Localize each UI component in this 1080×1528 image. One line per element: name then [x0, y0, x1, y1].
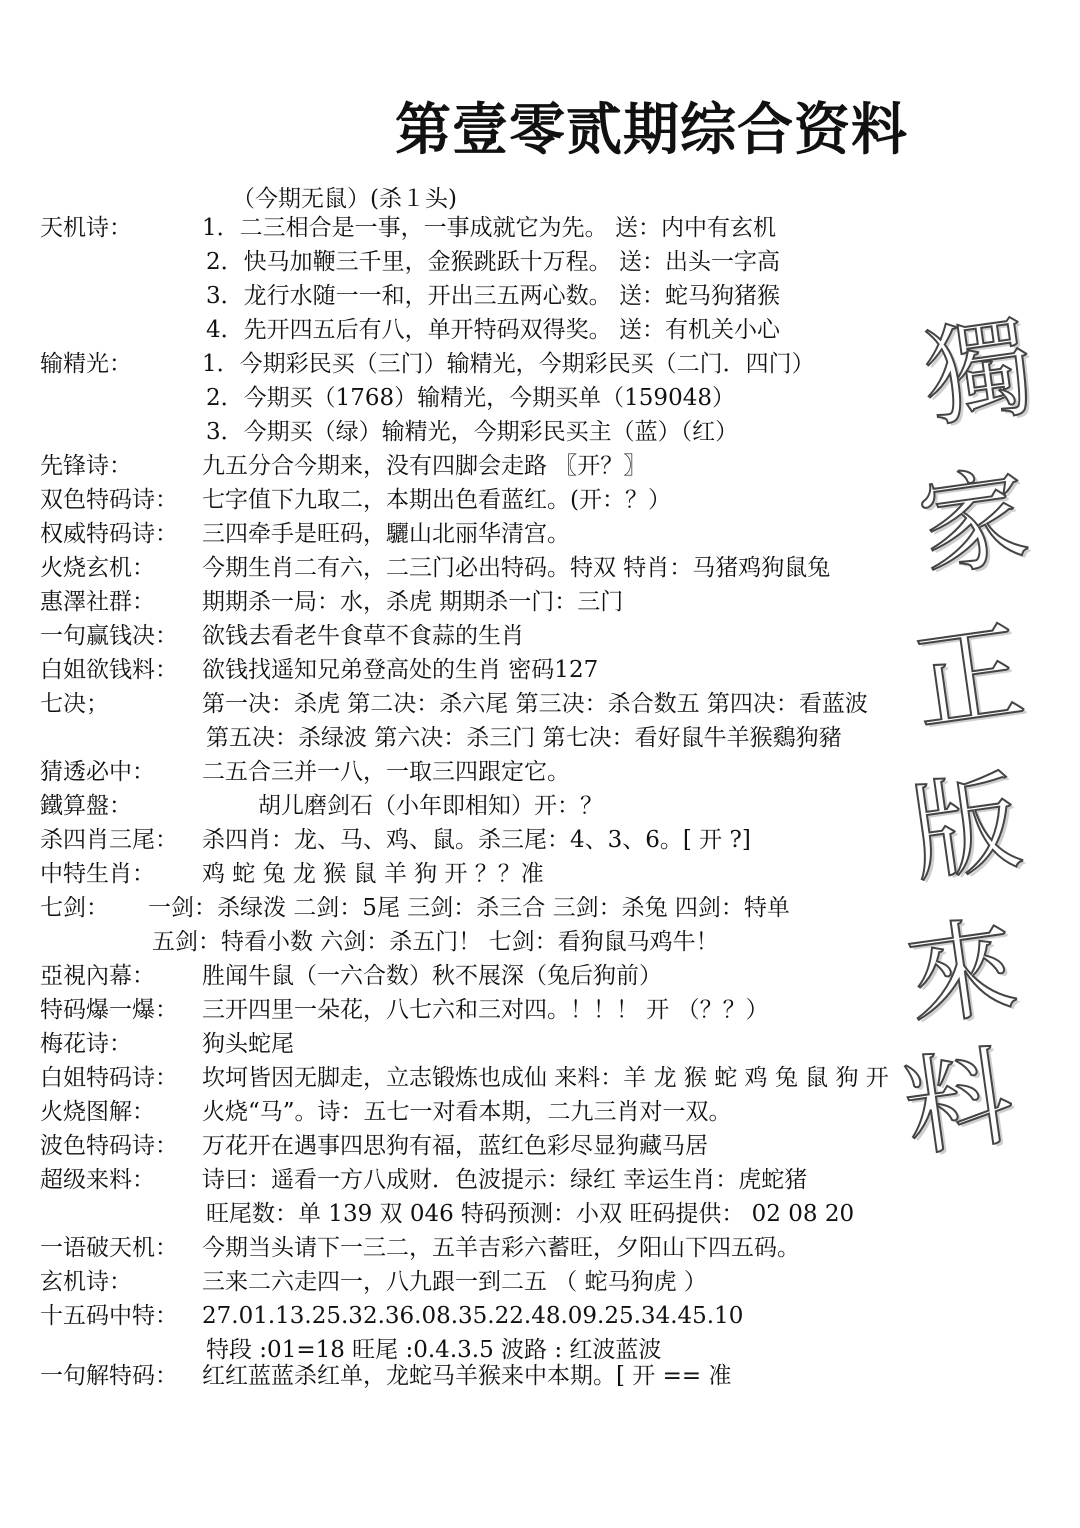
row-text: 杀四肖：龙、马、鸡、鼠。杀三尾：4、3、6。[ 开 ?] [202, 827, 751, 853]
row-label: 惠澤社群： [40, 589, 155, 615]
watermark-glyph: 家 [911, 454, 1037, 593]
row-label: 玄机诗： [40, 1269, 132, 1295]
row-text: 七字值下九取二，本期出色看蓝红。(开：？） [202, 487, 671, 513]
row-label: 十五码中特： [40, 1303, 178, 1329]
row-text: 诗曰：遥看一方八成财．色波提示：绿红 幸运生肖：虎蛇猪 [202, 1167, 808, 1193]
row-text: 狗头蛇尾 [202, 1031, 294, 1057]
row-label: 火烧玄机： [40, 555, 155, 581]
row-text: 特段 :01=18 旺尾 :0.4.3.5 波路 : 红波蓝波 [206, 1337, 662, 1363]
row-text: 4．先开四五后有八，单开特码双得奖。 送：有机关小心 [206, 317, 780, 343]
row-label: 七决； [40, 691, 109, 717]
watermark-glyph: 版 [903, 759, 1029, 898]
row-text: 九五分合今期来，没有四脚会走路 〖开？〗 [202, 453, 647, 479]
row-text: 坎坷皆因无脚走，立志锻炼也成仙 来料：羊 龙 猴 蛇 鸡 兔 鼠 狗 开 [202, 1065, 889, 1091]
row-label: 猜透必中： [40, 759, 155, 785]
row-label: 超级来料： [40, 1167, 155, 1193]
row-text: 2．快马加鞭三千里，金猴跳跃十万程。 送：出头一字高 [206, 249, 780, 275]
row-label: 天机诗： [40, 215, 132, 241]
row-text: 胜闻牛鼠（一六合数）秋不展深（兔后狗前） [202, 963, 662, 989]
row-label: 中特生肖： [40, 861, 155, 887]
row-text: 1．今期彩民买（三门）输精光，今期彩民买（二门．四门） [202, 351, 815, 377]
row-label: 波色特码诗： [40, 1133, 178, 1159]
page-title: 第壹零贰期综合资料 [395, 97, 908, 163]
row-text: 第一决：杀虎 第二决：杀六尾 第三决：杀合数五 第四决：看蓝波 [202, 691, 868, 717]
row-label: 权威特码诗： [40, 521, 178, 547]
row-label: 特码爆一爆： [40, 997, 178, 1023]
row-label: 输精光： [40, 351, 132, 377]
row-text: 鸡 蛇 兔 龙 猴 鼠 羊 狗 开 ？？准 [202, 861, 544, 887]
row-label: 一语破天机： [40, 1235, 178, 1261]
row-text: 3．今期买（绿）输精光，今期彩民买主（蓝）（红） [206, 419, 739, 445]
row-text: 1．二三相合是一事，一事成就它为先。 送：内中有玄机 [202, 215, 776, 241]
row-label: 亞視內幕： [40, 963, 155, 989]
row-label: 火烧图解： [40, 1099, 155, 1125]
row-text: 今期当头请下一三二，五羊吉彩六蓄旺，夕阳山下四五码。 [202, 1235, 800, 1261]
row-text: 红红蓝蓝杀红单，龙蛇马羊猴来中本期。[ 开 == 准 [202, 1363, 732, 1389]
watermark-glyph: 料 [896, 1034, 1022, 1173]
row-text: 五剑：特看小数 六剑：杀五门！ 七剑：看狗鼠马鸡牛！ [152, 929, 719, 955]
row-text: 2．今期买（1768）输精光，今期买单（159048） [206, 385, 735, 411]
row-text: 今期生肖二有六，二三门必出特码。特双 特肖：马猪鸡狗鼠兔 [202, 555, 831, 581]
row-label: 杀四肖三尾： [40, 827, 178, 853]
row-label: 一句解特码： [40, 1363, 178, 1389]
row-label: 梅花诗： [40, 1031, 132, 1057]
watermark-glyph: 來 [899, 904, 1025, 1043]
row-text: 胡儿磨剑石（小年即相知）开：？ [258, 793, 603, 819]
row-label: 白姐特码诗： [40, 1065, 178, 1091]
row-label: 白姐欲钱料： [40, 657, 178, 683]
row-text: 三开四里一朵花，八七六和三对四。！！！ 开 （？？） [202, 997, 769, 1023]
watermark-glyph: 獨 [916, 304, 1042, 443]
row-label: 鐵算盤： [40, 793, 132, 819]
row-text: 三来二六走四一，八九跟一到二五 （ 蛇马狗虎 ） [202, 1269, 707, 1295]
row-text: 欲钱去看老牛食草不食蒜的生肖 [202, 623, 524, 649]
row-text: 三四牵手是旺码，驪山北丽华清宫。 [202, 521, 570, 547]
row-text: 旺尾数：单 139 双 046 特码预测：小双 旺码提供： 02 08 20 [206, 1201, 855, 1227]
row-text: 欲钱找遥知兄弟登高处的生肖 密码127 [202, 657, 599, 683]
row-text: 期期杀一局：水，杀虎 期期杀一门：三门 [202, 589, 624, 615]
row-text: 第五决：杀绿波 第六决：杀三门 第七决：看好鼠牛羊猴鷄狗豬 [206, 725, 842, 751]
row-label: 七剑： [40, 895, 109, 921]
row-text: 3．龙行水随一一和，开出三五两心数。 送：蛇马狗猪猴 [206, 283, 780, 309]
row-label: 先锋诗： [40, 453, 132, 479]
row-text: 火烧“马”。诗：五七一对看本期，二九三肖对一双。 [202, 1099, 732, 1125]
row-label: 一句赢钱决： [40, 623, 178, 649]
row-text: 二五合三并一八，一取三四跟定它。 [202, 759, 570, 785]
watermark-glyph: 正 [906, 609, 1032, 748]
subtitle: （今期无鼠）(杀１头) [232, 186, 457, 212]
row-text: 一剑：杀绿泼 二剑：5尾 三剑：杀三合 三剑：杀兔 四剑：特单 [148, 895, 790, 921]
row-text: 万花开在遇事四思狗有福，蓝红色彩尽显狗藏马居 [202, 1133, 708, 1159]
row-text: 27.01.13.25.32.36.08.35.22.48.09.25.34.45.10 [202, 1303, 744, 1329]
row-label: 双色特码诗： [40, 487, 178, 513]
